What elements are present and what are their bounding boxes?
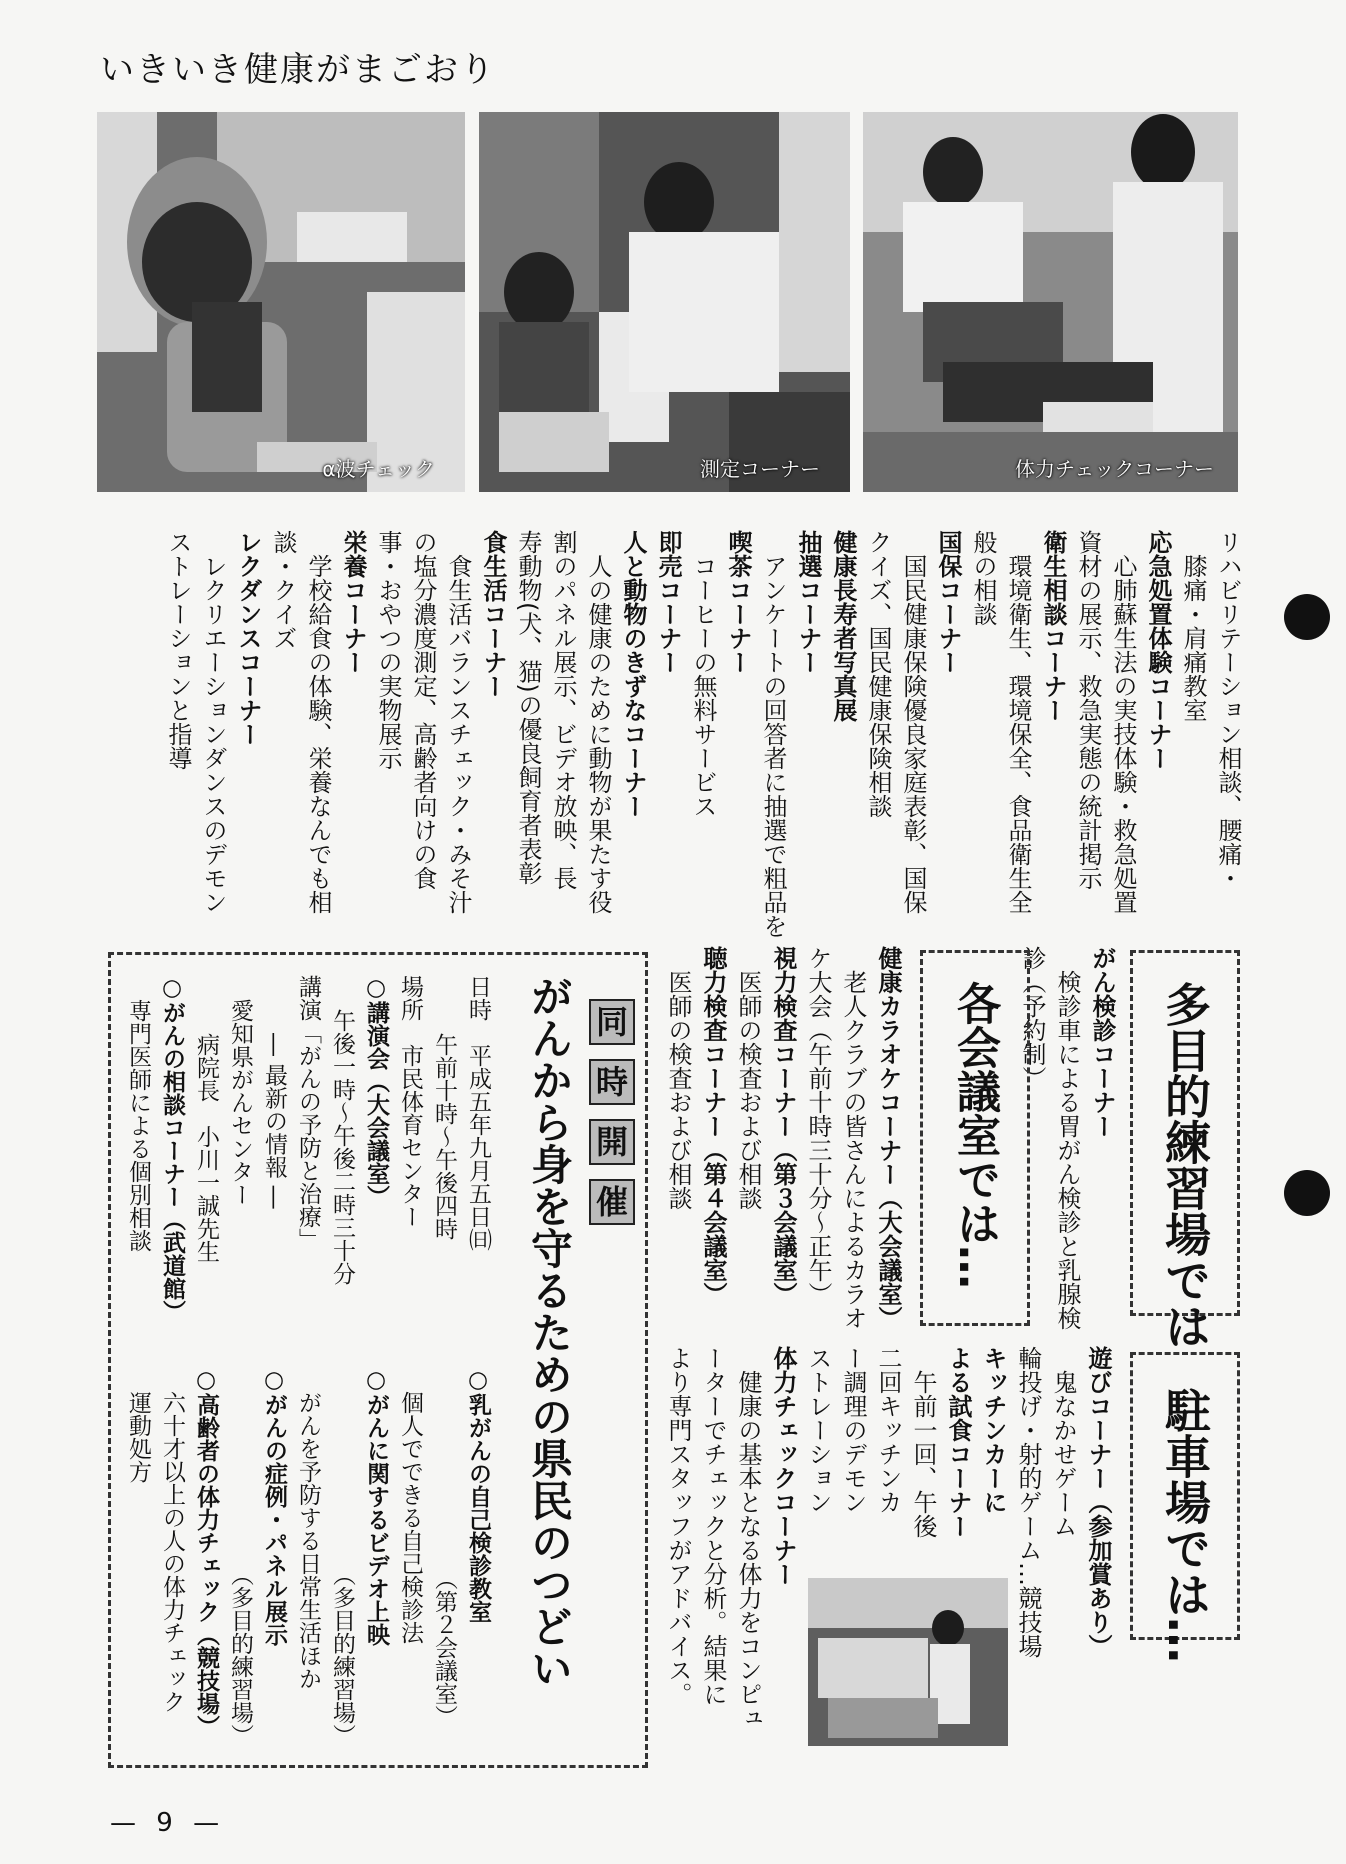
line: ー調理のデモン [839,1346,867,1514]
photo-caption: α波チェック [322,457,435,481]
line: （第２会議室） [431,1567,457,1728]
photo-caption: 体力チェックコーナー [1015,457,1214,481]
line-7: 環境衛生、環境保全、食品衛生全 [1004,554,1032,914]
heading-karaoke: 健康カラオケコーナー（大会議室） [874,946,902,1330]
video-heading: ○がんに関するビデオ上映 [363,1367,389,1646]
line: 鬼なかせゲーム [1049,1370,1077,1538]
line: 個人でできる自己検診法 [397,1391,423,1644]
photo-kitchen-car [808,1578,1008,1746]
line: 医師の検査および相談 [734,970,762,1210]
line: ― 最新の情報 ― [261,1033,287,1209]
line-23: 食生活バランスチェック・みそ汁 [444,554,472,914]
line: 六十才以上の人の体力チェック [159,1391,185,1713]
line: 診（予約制） [1018,946,1046,1090]
photo-fitness-check-corner [863,112,1238,492]
line-10: 国民健康保険優良家庭表彰、国保 [899,554,927,914]
lecture-heading: ○講演会（大会議室） [363,975,389,1208]
multipurpose-title-box [1130,950,1240,1349]
line: 病院長 小川一誠先生 [193,1033,219,1263]
line-5: 資材の展示、救急実態の統計掲示 [1074,530,1102,890]
page-title: いきいき健康がまごおり [100,50,496,90]
line-16: コーヒーの無料サービス [689,554,717,818]
heading-vision-test: 視力検査コーナー（第３会議室） [769,946,797,1306]
place-line [397,975,423,1228]
photo-alpha-wave-image [97,112,465,492]
line: 健康の基本となる体力をコンピュ [734,1370,762,1730]
line: （多目的練習場） [329,1563,355,1747]
photo-measurement-corner [479,112,850,492]
line-21: 寿動物(犬、猫)の優良飼育者表彰 [514,530,542,885]
concurrent-event-box [108,952,648,1768]
heading-diet: 食生活コーナー [479,530,507,698]
heading-rec-dance: レクダンスコーナー [234,530,262,746]
badge-char: 催 [589,1179,635,1225]
senior-fitness-heading: ○高齢者の体力チェック（競技場） [193,1367,219,1738]
heading-hygiene: 衛生相談コーナー [1039,530,1067,722]
heading-hearing-test: 聴力検査コーナー（第４会議室） [699,946,727,1306]
heading-play-corner: 遊びコーナー（参加賞あり） [1084,1346,1112,1658]
event-place: 市民体育センター [397,1044,423,1228]
meeting-rooms-list [660,946,905,1330]
line-19: 人の健康のために動物が果たす役 [584,554,612,914]
line: ケ大会（午前十時三十分～正午） [804,946,832,1306]
breast-exam-heading: ○乳がんの自己検診教室 [465,1367,491,1623]
badge-char: 開 [589,1119,635,1165]
line-11: クイズ、国民健康保険相談 [864,530,892,818]
line: 二回キッチンカ [874,1346,902,1514]
line: 老人クラブの皆さんによるカラオ [839,970,867,1330]
date-line [465,975,491,1251]
line-27: 学校給食の体験、栄養なんでも相 [304,554,332,914]
punch-hole [1284,594,1330,640]
event-details-lower [121,1367,495,1747]
punch-hole [1284,1170,1330,1216]
line-31: ストレーションと指導 [164,530,192,770]
heading-cafe: 喫茶コーナー [724,530,752,674]
line: 愛知県がんセンター [227,999,253,1206]
page-number: — 9 — [110,1808,226,1838]
line: より専門スタッフがアドバイス。 [664,1346,692,1706]
parking-title: 駐車場では… [1158,1387,1212,1663]
event-date: 平成五年九月五日㈰ [465,1044,491,1251]
line-20: 割のパネル展示、ビデオ放映、長 [549,530,577,890]
line-25: 事・おやつの実物展示 [374,530,402,770]
event-time: 午前十時～午後四時 [431,1033,457,1240]
line: 検診車による胃がん検診と乳腺検 [1053,970,1081,1330]
upper-column-list [160,530,1245,938]
line-4: 心肺蘇生法の実技体験・救急処置 [1109,554,1137,914]
heading-longevity-photo: 健康長寿者写真展 [829,530,857,722]
line: がんを予防する日常生活ほか [295,1391,321,1690]
line-1: リハビリテーション相談、腰痛・ [1214,530,1242,890]
heading-sales: 即売コーナー [654,530,682,674]
heading-kokuho: 国保コーナー [934,530,962,674]
line: 輪投げ・射的ゲーム…競技場 [1014,1346,1042,1658]
line: 午前一回、午後 [909,1370,937,1538]
photo-caption: 測定コーナー [700,457,820,481]
place-label: 場所 [397,975,423,1021]
date-label: 日時 [465,975,491,1021]
line: ーターでチェックと分析。結果に [699,1346,727,1706]
line-24: の塩分濃度測定、高齢者向けの食 [409,530,437,890]
heading-lottery: 抽選コーナー [794,530,822,674]
badge-char: 時 [589,1059,635,1105]
heading-kitchen-car-2: よる試食コーナー [944,1346,972,1538]
line: 午後一時～午後二時三十分 [329,1009,355,1285]
upper-program-columns [95,518,1245,948]
photo-measurement-image [479,112,850,492]
panel-heading: ○がんの症例・パネル展示 [261,1367,287,1646]
heading-kitchen-car-1: キッチンカーに [979,1346,1007,1514]
heading-fitness-check: 体力チェックコーナー [769,1346,797,1586]
meeting-rooms-title-box [920,950,1030,1326]
heading-cancer-screening: がん検診コーナー [1088,946,1116,1138]
event-title: がんから身を守るための県民のつどい [525,975,574,1689]
line-8: 般の相談 [969,530,997,626]
event-details-upper [121,975,495,1335]
badge-char: 同 [589,999,635,1045]
line: 講演「がんの予防と治療」 [295,975,321,1251]
line: 運動処方 [125,1391,151,1483]
consultation-heading: ○がんの相談コーナー（武道館） [159,975,185,1323]
line: （多目的練習場） [227,1563,253,1747]
meeting-rooms-title: 各会議室では… [949,981,1000,1289]
concurrent-badge [589,999,635,1225]
parking-title-box [1130,1352,1240,1663]
heading-animal-bond: 人と動物のきずなコーナー [619,530,647,818]
heading-first-aid: 応急処置体験コーナー [1144,530,1172,770]
photo-kitchen-car-image [808,1578,1008,1746]
line: 医師の検査および相談 [664,970,692,1210]
photo-alpha-wave-check [97,112,465,492]
line-28: 談・クイズ [269,530,297,650]
heading-nutrition: 栄養コーナー [339,530,367,674]
multipurpose-title: 多目的練習場では [1158,981,1212,1349]
photo-fitness-image [863,112,1238,492]
line-30: レクリエーションダンスのデモン [199,554,227,914]
line-14: アンケートの回答者に抽選で粗品を [759,554,787,938]
line: ストレーション [804,1346,832,1514]
line: 専門医師による個別相談 [125,999,151,1252]
line-2: 膝痛・肩痛教室 [1179,554,1207,722]
